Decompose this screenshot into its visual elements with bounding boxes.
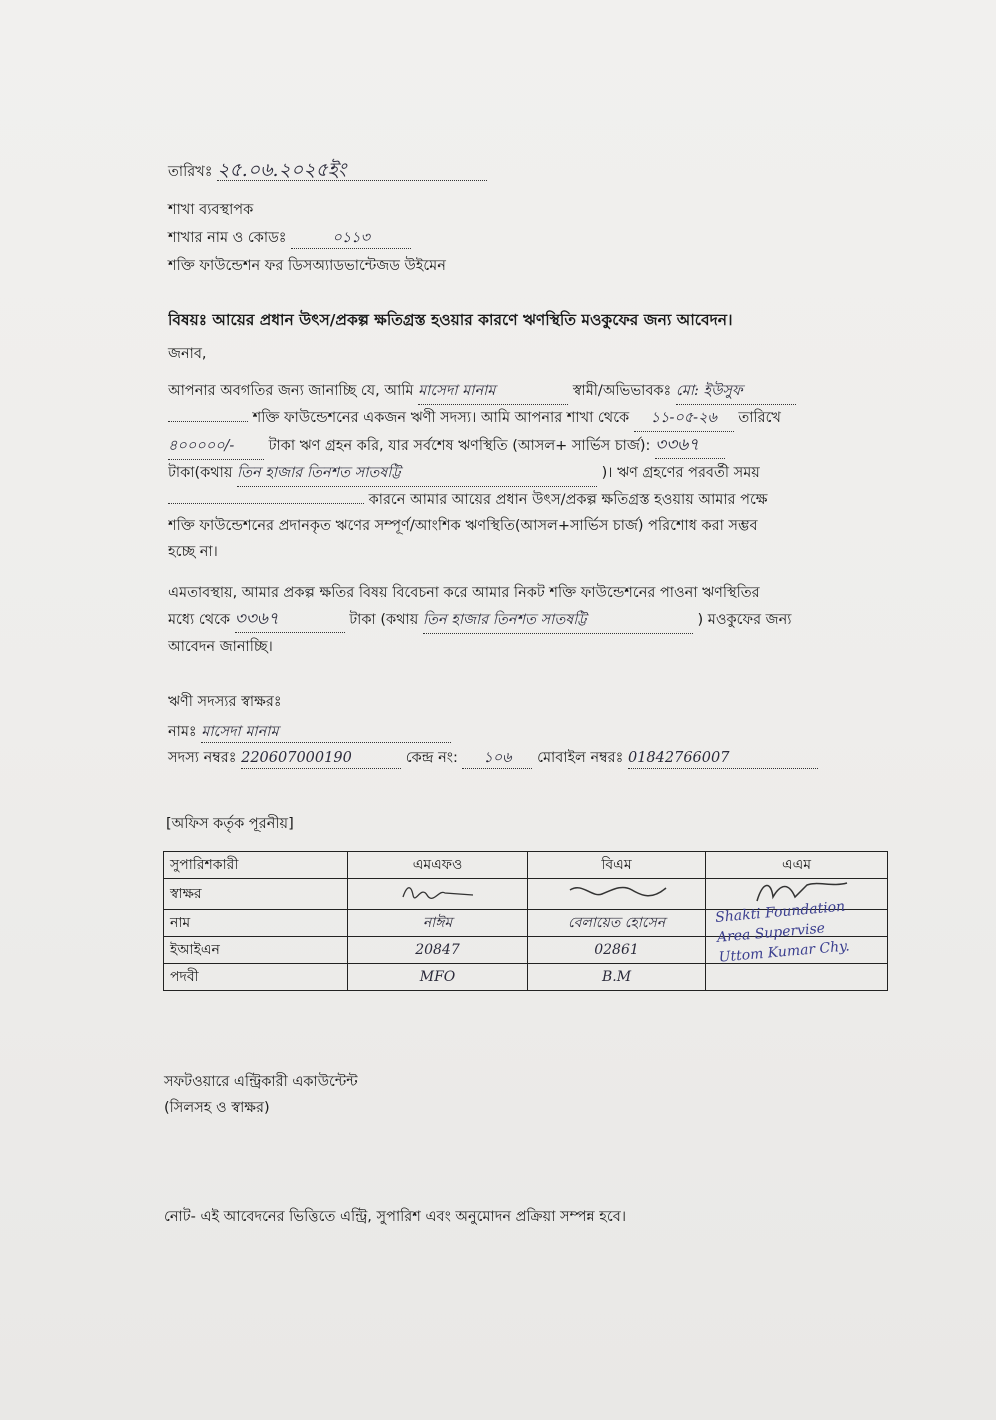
row-label: পদবী	[164, 964, 348, 991]
center-value: ১০৬	[462, 748, 532, 769]
row-label: স্বাক্ষর	[164, 879, 348, 910]
salutation: জনাব,	[168, 346, 207, 362]
accountant-subtitle: (সিলসহ ও স্বাক্ষর)	[164, 1100, 270, 1116]
table-header: এমএফও	[348, 852, 528, 879]
table-header-row	[164, 852, 888, 879]
table-header: এএম	[706, 852, 888, 879]
stamp-line: Uttom Kumar Chy.	[718, 938, 851, 966]
mfo-designation: MFO	[348, 964, 528, 991]
text-segment: শক্তি ফাউন্ডেশনের একজন ঋণী সদস্য। আমি আপনার শাখা থেকে	[252, 410, 630, 426]
date-value: ২৫.০৬.২০২৫ইং	[217, 160, 487, 181]
branch-label: শাখার নাম ও কোডঃ	[168, 230, 287, 246]
member-name-line	[168, 722, 451, 743]
row-label: নাম	[164, 910, 348, 937]
stamp-line: Shakti Foundation	[714, 898, 846, 926]
text-segment: ) মওকুফের জন্য	[697, 612, 792, 628]
signature-scribble-icon	[393, 881, 483, 903]
waiver-words-handwritten: তিন হাজার তিনশত সাতষট্টি	[423, 607, 693, 634]
bm-name: বেলায়েত হোসেন	[528, 910, 706, 937]
paragraph-1-line-7: হচ্ছে না।	[168, 544, 218, 560]
date-label: তারিখঃ	[168, 164, 213, 180]
footer-note: নোট- এই আবেদনের ভিত্তিতে এন্ট্রি, সুপারিশ এবং অনুমোদন প্রক্রিয়া সম্পন্ন হবে।	[164, 1209, 627, 1225]
office-section-title: [অফিস কর্তৃক পূরনীয়]	[166, 816, 294, 832]
accountant-title: সফটওয়ারে এন্ট্রিকারী একাউন্টেন্ট	[164, 1074, 358, 1090]
text-segment: তারিখে	[738, 410, 781, 426]
balance-handwritten: ৩৩৬৭	[655, 432, 725, 459]
organization-name: শক্তি ফাউন্ডেশন ফর ডিসঅ্যাডভান্টেজড উইমেন	[168, 258, 446, 274]
paragraph-2-line-2	[168, 606, 884, 634]
member-id-value: 220607000190	[241, 748, 401, 769]
signature-scribble-icon	[562, 880, 672, 904]
text-segment: টাকা (কথায়	[349, 612, 419, 628]
paragraph-2	[168, 580, 884, 660]
table-header: সুপারিশকারী	[164, 852, 348, 879]
mfo-ein: 20847	[348, 937, 528, 964]
row-label: ইআইএন	[164, 937, 348, 964]
paragraph-1	[168, 378, 884, 565]
branch-line	[168, 228, 411, 249]
waiver-amount-handwritten: ৩৩৬৭	[235, 606, 345, 633]
bm-ein: 02861	[528, 937, 706, 964]
bm-signature	[528, 879, 706, 910]
paragraph-2-line-3: আবেদন জানাচ্ছি।	[168, 639, 273, 655]
text-segment: আপনার অবগতির জন্য জানাচ্ছি যে, আমি	[168, 383, 414, 399]
member-name-handwritten: মাসেদা মানাম	[418, 378, 568, 405]
paragraph-1-line-5	[168, 487, 884, 513]
stamp-line: Area Supervise	[716, 920, 826, 946]
text-segment: স্বামী/অভিভাবকঃ	[572, 383, 672, 399]
paragraph-2-line-1: এমতাবস্থায়, আমার প্রকল্প ক্ষতির বিষয় বিবেচনা করে আমার নিকট শক্তি ফাউন্ডেশনের পাওনা ঋণস্থিতির	[168, 585, 760, 601]
paragraph-1-line-3	[168, 432, 884, 460]
text-segment: টাকা(কথায়	[168, 465, 233, 481]
member-signature-label: ঋণী সদস্যর স্বাক্ষরঃ	[168, 694, 282, 710]
member-info-line	[168, 748, 818, 769]
mobile-value: 01842766007	[628, 748, 818, 769]
paragraph-1-line-6: শক্তি ফাউন্ডেশনের প্রদানকৃত ঋণের সম্পূর্ণ/আংশিক ঋণস্থিতি(আসল+সার্ভিস চার্জ) পরিশোধ করা সম্ভব	[168, 518, 758, 534]
text-segment: টাকা ঋণ গ্রহন করি, যার সর্বশেষ ঋণস্থিতি (আসল+ সার্ভিস চার্জ):	[268, 438, 651, 454]
member-name-value: মাসেদা মানাম	[201, 722, 451, 743]
text-segment: )। ঋণ গ্রহণের পরবর্তী সময়	[601, 465, 760, 481]
branch-code: ০১১৩	[291, 228, 411, 249]
center-label: কেন্দ্র নং:	[405, 750, 458, 766]
recipient: শাখা ব্যবস্থাপক	[168, 202, 254, 218]
subject: বিষয়ঃ আয়ের প্রধান উৎস/প্রকল্প ক্ষতিগ্রস্ত হওয়ার কারণে ঋণস্থিতি মওকুফের জন্য আবেদন।	[168, 311, 733, 329]
mfo-signature	[348, 879, 528, 910]
paragraph-1-line-4	[168, 460, 884, 487]
mfo-name: নাঈম	[348, 910, 528, 937]
text-segment: মধ্যে থেকে	[168, 612, 231, 628]
table-header: বিএম	[528, 852, 706, 879]
name-label: নামঃ	[168, 724, 197, 740]
mobile-label: মোবাইল নম্বরঃ	[537, 750, 624, 766]
loan-date-handwritten: ১১-০৫-২৬	[634, 405, 734, 432]
guardian-name-handwritten: মো: ইউসুফ	[676, 378, 796, 405]
paragraph-1-line-1	[168, 378, 884, 405]
area-supervisor-stamp	[714, 892, 901, 997]
blank-reason-field	[168, 503, 364, 504]
balance-words-handwritten: তিন হাজার তিনশত সাতষট্টি	[237, 460, 597, 487]
blank-field	[168, 421, 248, 422]
paragraph-1-line-2	[168, 405, 884, 432]
loan-amount-handwritten: ৪০০০০০/-	[168, 433, 264, 460]
text-segment: কারনে আমার আয়ের প্রধান উৎস/প্রকল্প ক্ষতিগ্রস্ত হওয়ায় আমার পক্ষে	[368, 492, 768, 508]
date-line	[168, 160, 487, 182]
member-id-label: সদস্য নম্বরঃ	[168, 750, 237, 766]
bm-designation: B.M	[528, 964, 706, 991]
